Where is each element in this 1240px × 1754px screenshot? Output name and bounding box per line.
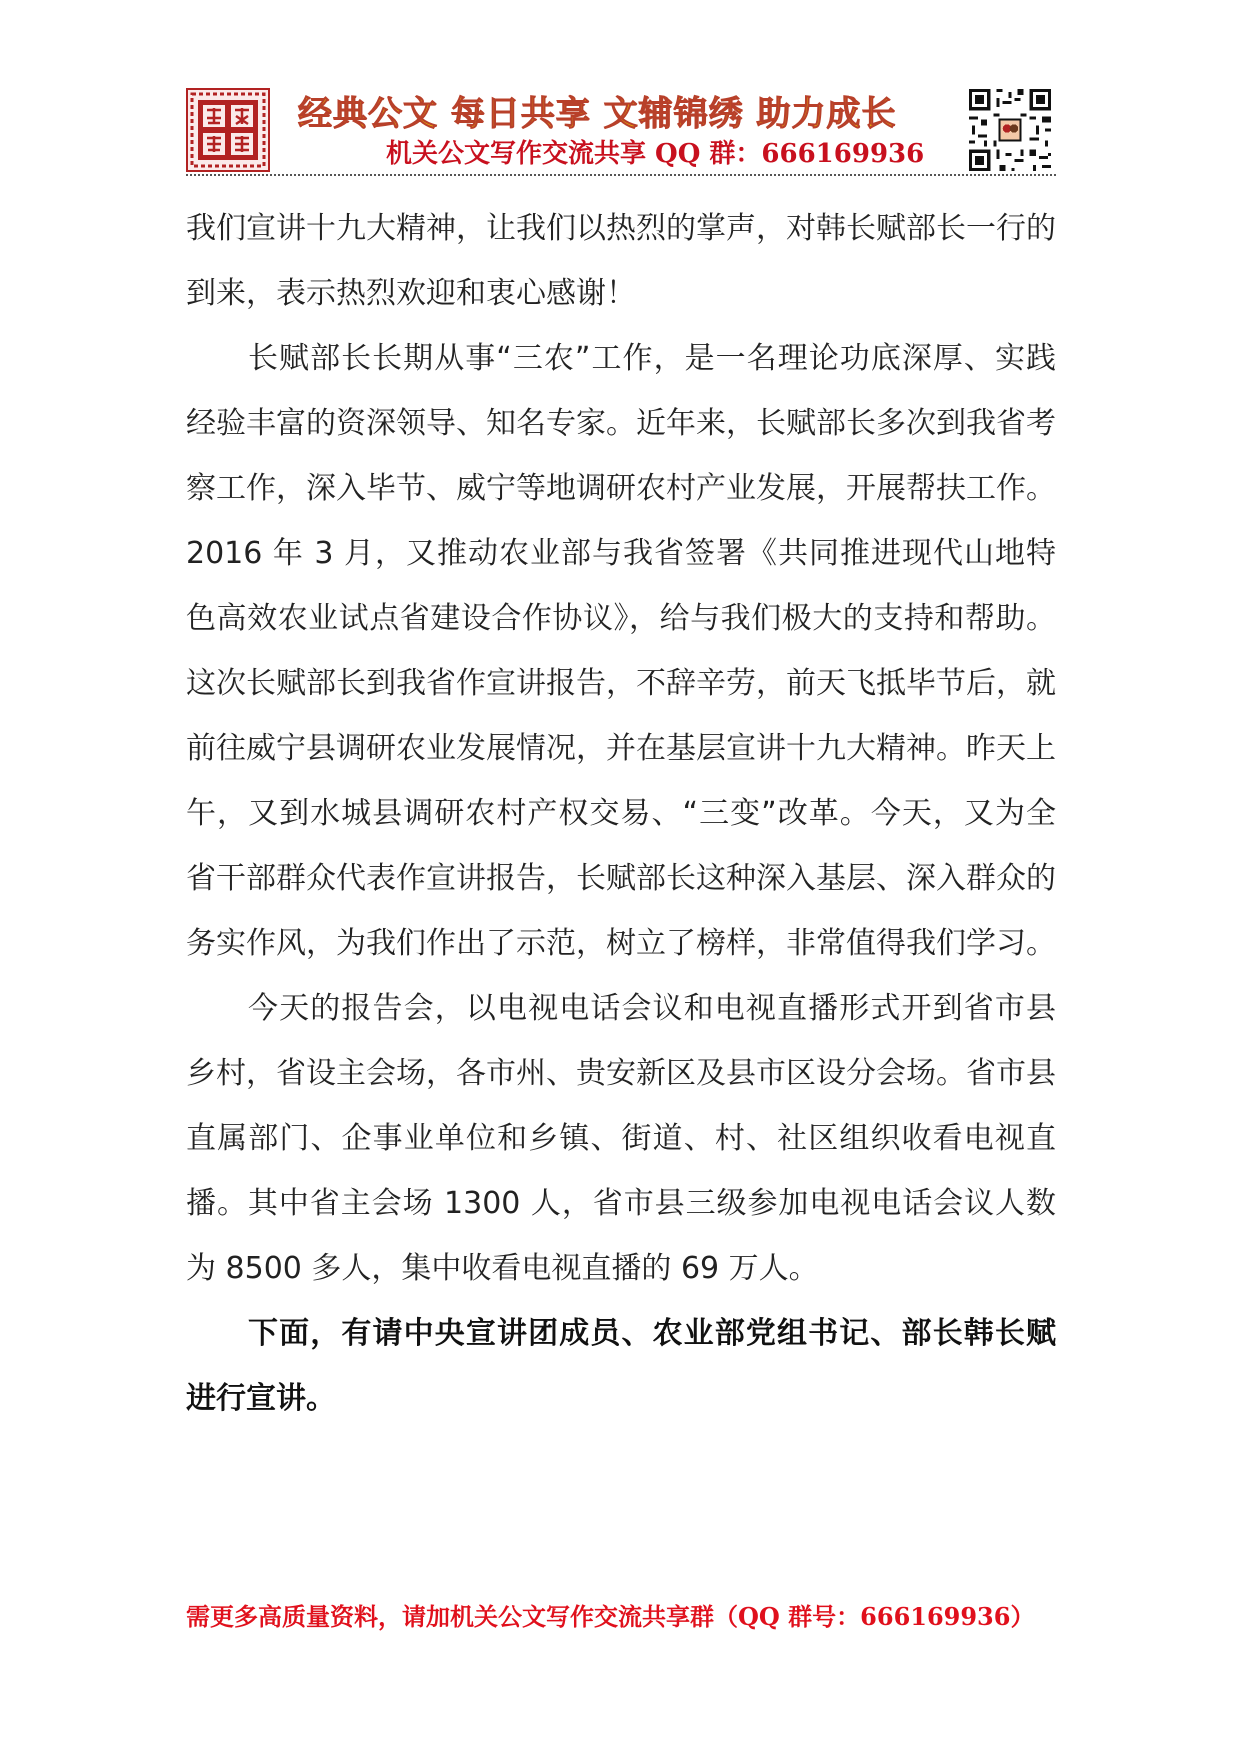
qr-code-icon [966,86,1054,174]
document-body [186,196,1056,1431]
paragraph-introduction: 长赋部长长期从事“三农”工作，是一名理论功底深厚、实践经验丰富的资深领导、知名专家。近年来，长赋部长多次到我省考察工作，深入毕节、威宁等地调研农村产业发展，开展帮扶工作。2016 年 3 月，又推动农业部与我省签署《共同推进现代山地特色高效农业试点省建设合作协议》，给与我们极大的支持和帮助。这次长赋部长到我省作宣讲报告，不辞辛劳，前天飞抵毕节后，就前往威宁县调研农业发展情况，并在基层宣讲十九大精神。昨天上午，又到水城县调研农村产权交易、“三变”改革。今天，又为全省干部群众代表作宣讲报告，长赋部长这种深入基层、深入群众的务实作风，为我们作出了示范，树立了榜样，非常值得我们学习。 [186,341,1056,961]
header-divider [186,174,1056,176]
qq-group-label: 机关公文写作交流共享 QQ 群：666169936 [386,139,925,169]
paragraph-invitation: 下面，有请中央宣讲团成员、农业部党组书记、部长韩长赋进行宣讲。 [186,1316,1056,1416]
paragraph-meeting-format: 今天的报告会，以电视电话会议和电视直播形式开到省市县乡村，省设主会场，各市州、贵安新区及县市区设分会场。省市县直属部门、企事业单位和乡镇、街道、村、社区组织收看电视直播。其中省主会场 1300 人，省市县三级参加电视电话会议人数为 8500 多人，集中收看电视直播的 69 万人。 [186,991,1056,1286]
paragraph-welcome: 我们宣讲十九大精神，让我们以热烈的掌声，对韩长赋部长一行的到来，表示热烈欢迎和衷心感谢！ [186,211,1056,311]
header-banner [186,84,1056,176]
slogan-banner: 经典公文 每日共享 文辅锦绣 助力成长 [298,94,897,134]
seal-logo [186,88,270,172]
footer-notice: 需更多高质量资料，请加机关公文写作交流共享群（QQ 群号：666169936） [186,1602,1035,1631]
